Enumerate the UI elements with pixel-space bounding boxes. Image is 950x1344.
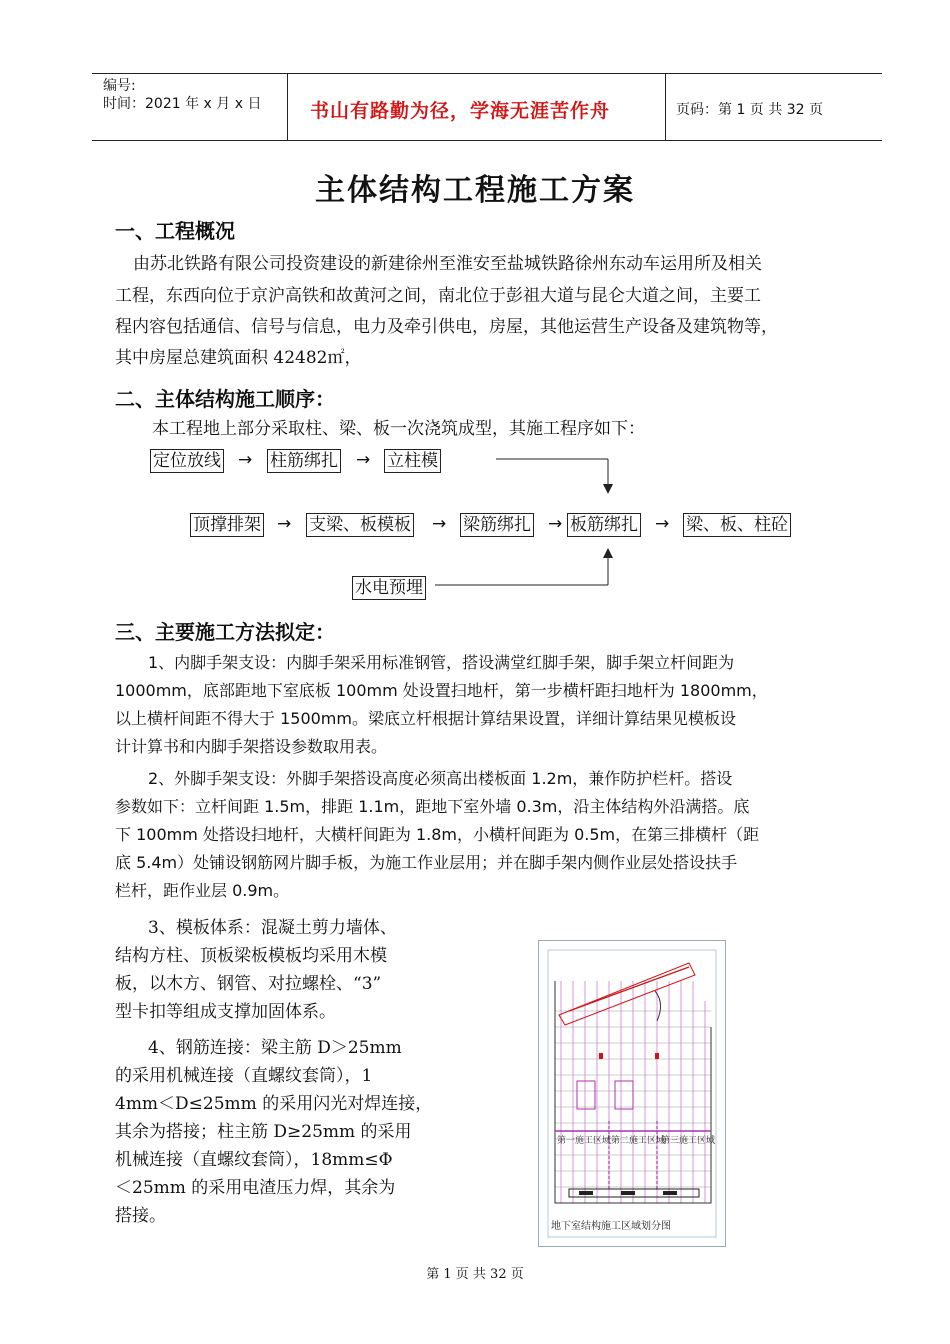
section-3-p2-line-4: 底 5.4m）处铺设钢筋网片脚手板，为施工作业层用；并在脚手架内侧作业层处搭设扶手 [115, 853, 738, 872]
section-3-heading: 三、主要施工方法拟定： [115, 620, 335, 644]
section-1-line-4: 其中房屋总建筑面积 42482㎡， [115, 348, 362, 368]
section-1-line-2: 工程，东西向位于京沪高铁和故黄河之间，南北位于彭祖大道与昆仑大道之间，主要工 [115, 286, 761, 306]
page-footer: 第 1 页 共 32 页 [426, 1267, 524, 1282]
section-3-p2-line-2: 参数如下：立杆间距 1.5m，排距 1.1m，距地下室外墙 0.3m，沿主体结构外沿满搭。底 [115, 797, 750, 816]
serial-label: 编号: [103, 78, 136, 94]
section-2-intro: 本工程地上部分采取柱、梁、板一次浇筑成型，其施工程序如下： [152, 419, 645, 439]
time-label: 时间：2021 年 x 月 x 日 [103, 96, 262, 112]
flow-step-mep-embed: 水电预埋 [352, 576, 426, 600]
figure-caption: 地下室结构施工区域划分图 [551, 1221, 671, 1232]
figure-zone-1-label: 第一施工区域 [557, 1136, 612, 1146]
section-3-p4-line-1: 4、钢筋连接：梁主筋 D＞25mm [148, 1038, 402, 1058]
flow-arrow: → [655, 514, 670, 534]
section-3-p2-line-3: 下 100mm 处搭设扫地杆，大横杆间距为 1.8m，小横杆间距为 0.5m，在第三排横杆（距 [115, 825, 760, 844]
section-3-p3-line-4: 型卡扣等组成支撑加固体系。 [115, 1002, 336, 1022]
flow-step-column-formwork: 立柱模 [384, 449, 441, 473]
flow-step-beam-slab-formwork: 支梁、板模板 [306, 513, 414, 537]
section-3-p3-line-3: 板，以木方、钢管、对拉螺栓、“3” [115, 974, 382, 994]
section-3-p3-line-1: 3、模板体系：混凝土剪力墙体、 [148, 918, 397, 938]
section-1-line-3: 程内容包括通信、信号与信息，电力及牵引供电，房屋，其他运营生产设备及建筑物等， [115, 317, 778, 337]
flow-arrow: → [432, 514, 447, 534]
flow-arrow: → [277, 514, 292, 534]
section-3-p4-line-5: 机械连接（直螺纹套筒），18mm≤Φ [115, 1150, 393, 1170]
flow-step-column-rebar: 柱筋绑扎 [267, 449, 341, 473]
section-3-p2-line-1: 2、外脚手架支设：外脚手架搭设高度必须高出楼板面 1.2m，兼作防护栏杆。搭设 [148, 769, 733, 788]
section-1-line-1: 由苏北铁路有限公司投资建设的新建徐州至淮安至盐城铁路徐州东动车运用所及相关 [133, 254, 762, 274]
figure-zone-2-label: 第二施工区域 [611, 1136, 666, 1146]
flow-arrow: → [548, 514, 563, 534]
flow-step-beam-rebar: 梁筋绑扎 [460, 513, 534, 537]
section-1-heading: 一、工程概况 [115, 219, 235, 243]
section-3-p4-line-4: 其余为搭接；柱主筋 D≥25mm 的采用 [115, 1122, 412, 1142]
header-page-label: 页码：第 1 页 共 32 页 [676, 102, 823, 118]
section-3-p1-line-2: 1000mm，底部距地下室底板 100mm 处设置扫地杆，第一步横杆距扫地杆为 1800mm， [115, 681, 768, 700]
section-2-heading: 二、主体结构施工顺序： [115, 387, 335, 411]
document-title: 主体结构工程施工方案 [315, 173, 635, 208]
section-3-p1-line-3: 以上横杆间距不得大于 1500mm。梁底立杆根据计算结果设置，详细计算结果见模板设 [115, 709, 736, 728]
zoning-drawing-figure [538, 940, 726, 1247]
flow-step-concrete: 梁、板、柱砼 [683, 513, 791, 537]
section-3-p4-line-7: 搭接。 [115, 1206, 166, 1226]
section-3-p4-line-3: 4mm＜D≤25mm 的采用闪光对焊连接， [115, 1094, 433, 1114]
figure-zone-3-label: 第三施工区域 [661, 1136, 716, 1146]
flow-step-locate: 定位放线 [150, 449, 224, 473]
zoning-drawing [539, 941, 725, 1246]
section-3-p4-line-6: ＜25mm 的采用电渣压力焊，其余为 [115, 1178, 396, 1198]
flow-step-shoring: 顶撑排架 [190, 513, 264, 537]
section-3-p2-line-5: 栏杆，距作业层 0.9m。 [115, 881, 290, 900]
section-3-p3-line-2: 结构方柱、顶板梁板模板均采用木模 [115, 946, 387, 966]
flow-arrow: → [238, 450, 253, 470]
section-3-p1-line-4: 计计算书和内脚手架搭设参数取用表。 [115, 737, 388, 756]
header-motto: 书山有路勤为径，学海无涯苦作舟 [310, 100, 611, 122]
section-3-p1-line-1: 1、内脚手架支设：内脚手架采用标准钢管，搭设满堂红脚手架，脚手架立杆间距为 [148, 653, 735, 672]
flow-step-slab-rebar: 板筋绑扎 [567, 513, 641, 537]
flow-arrow: → [356, 450, 371, 470]
section-3-p4-line-2: 的采用机械连接（直螺纹套筒），1 [115, 1066, 373, 1086]
